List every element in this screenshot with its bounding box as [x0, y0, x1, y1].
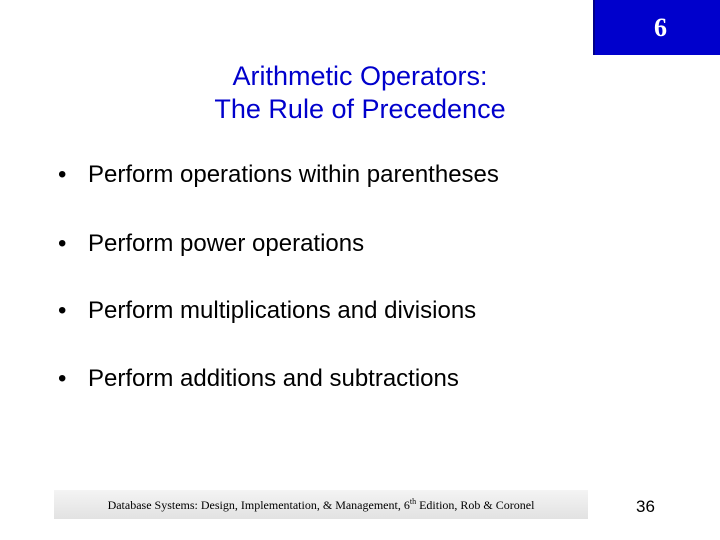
bullet-item: [58, 296, 476, 326]
slide-title-line-2: The Rule of Precedence: [214, 94, 506, 124]
footer-text-after: Edition, Rob & Coronel: [416, 497, 535, 512]
bullet-item: [58, 364, 459, 394]
footer-citation: [108, 497, 535, 513]
bullet-glyph: •: [58, 297, 67, 324]
chapter-number: 6: [654, 12, 667, 42]
footer-bar: [54, 490, 588, 519]
bullet-glyph: •: [58, 365, 67, 392]
slide-title: [120, 60, 600, 126]
bullet-glyph: •: [58, 161, 67, 188]
footer-superscript: th: [409, 496, 417, 506]
bullet-text: Perform power operations: [88, 230, 365, 257]
bullet-item: [58, 160, 499, 190]
bullet-item: [58, 229, 364, 259]
footer-text-before: Database Systems: Design, Implementation, & Management, 6: [107, 497, 410, 512]
bullet-text: Perform additions and subtractions: [88, 365, 459, 392]
bullet-glyph: •: [58, 230, 67, 257]
bullet-text: Perform multiplications and divisions: [88, 297, 477, 324]
page-number: 36: [636, 497, 655, 516]
slide-title-line-1: Arithmetic Operators:: [232, 61, 488, 91]
bullet-text: Perform operations within parentheses: [88, 161, 499, 188]
chapter-badge: [593, 0, 720, 55]
